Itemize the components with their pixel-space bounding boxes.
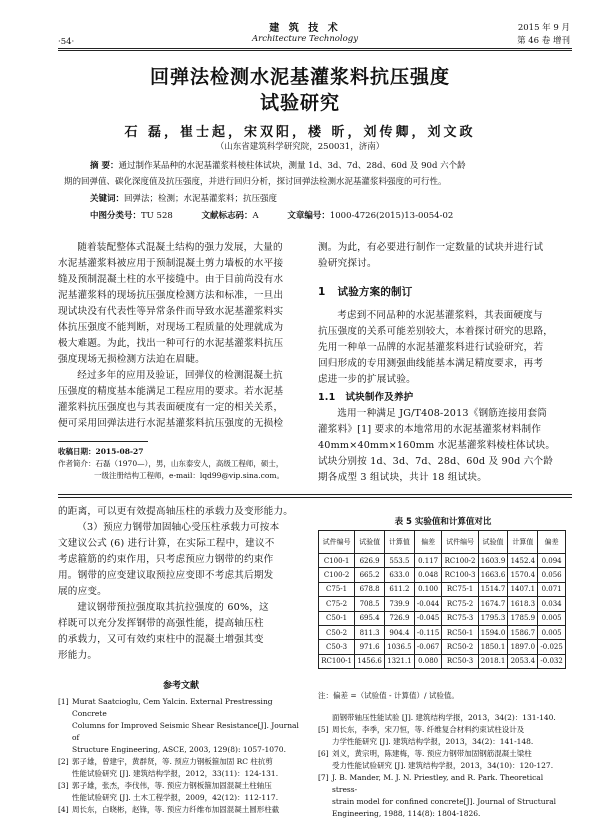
issue-date: 2015 年 9 月 [517,23,570,33]
header-rule-thin [58,50,572,51]
table-row [319,640,566,654]
table-cell: -0.045 [414,611,442,625]
table-note: 注：偏差 =（试验值 - 计算值）/ 试验值。 [318,691,459,700]
article-title-line2: 试验研究 [259,92,340,114]
reference-item [58,756,306,780]
table-header: 偏差 [538,531,566,554]
table-cell: C100-1 [319,554,355,568]
intro-line: 强度现场无损检测方法迫在眉睫。 [58,354,205,365]
reference-item [58,696,306,756]
table-cell: 553.5 [384,554,414,568]
section1-line: 考虑到不同品种的水泥基灌浆料，其表面硬度与 [337,310,543,321]
table-header: 试验值 [478,531,508,554]
article-no-label: 文章编号： [287,211,330,221]
keywords-label: 关键词： [90,194,125,204]
reference-item [58,780,306,804]
table-cell: 1603.9 [478,554,508,568]
page-split-rule-2 [58,497,572,498]
table-cell: C75-2 [319,597,355,611]
table-body [319,554,566,669]
volume-info: 第 46 卷 增刊 [517,36,570,46]
author-info-2: 一级注册结构工程师，e-mail：lqd99@vip.sina.com。 [94,471,284,480]
table-cell: 739.9 [384,597,414,611]
conclusion-line: 考虑箍筋的约束作用，只考虑预应力钢带的约束作 [58,554,274,565]
page-number: ·54· [58,37,75,47]
intro-line: 极大难题。为此，找出一种可行的水泥基灌浆料抗压 [58,338,284,349]
table-cell: RC100-2 [442,554,478,568]
table-cell: C100-2 [319,568,355,582]
intro-continued: 验研究探讨。 [318,258,377,269]
references-heading: 参考文献 [162,681,199,691]
clc-value: TU 528 [141,211,173,221]
table-cell: RC50-2 [442,640,478,654]
table-cell: 1036.5 [384,640,414,654]
section1-line: 选用一种满足 JG/T408-2013《钢筋连接用套筒 [337,408,548,419]
table-cell: 0.048 [414,568,442,582]
reference-line: Columns for Improved Seismic Shear Resistance[J]. Journal of [72,721,299,742]
table-cell: 633.0 [384,568,414,582]
doc-code-value: A [252,211,259,221]
table-cell: 811.3 [355,625,385,639]
keywords [90,193,277,205]
table-cell: -0.025 [538,640,566,654]
table-cell: RC100-1 [319,654,355,668]
conclusion-line: 形能力。 [58,650,98,661]
table-row [319,554,566,568]
section1-number: 1 [318,286,326,298]
intro-line: 灌浆料抗压强度也与其表面硬度有一定的相关关系， [58,402,284,413]
table-cell: 678.8 [355,582,385,596]
reference-line: 性能试验研究 [J]. 土木工程学报，2009，42(12)：112-117. [72,793,279,802]
reference-number: [5] [318,725,329,734]
reference-line: 周长东，白晓彬，赵锋，等. 预应力纤维布加固混凝土圆形柱截 [72,805,280,814]
table-caption: 表 5 实验值和计算值对比 [394,517,492,527]
conclusion-line: 样既可以充分发挥钢带的高强性能，提高轴压柱 [58,618,264,629]
clc-label: 中图分类号： [90,211,142,221]
abstract-line1: 通过制作某品种的水泥基灌浆料棱柱体试块，测量 1d、3d、7d、28d、60d 及 90d 六个龄 [118,161,466,171]
table-cell: 0.100 [414,582,442,596]
table-row [319,611,566,625]
table-header: 试件编号 [319,531,355,554]
intro-line: 随着装配整体式混凝土结构的强力发展，大量的 [77,242,283,253]
intro-line: 泥基灌浆料的现场抗压强度检测方法和标准，一旦出 [58,290,284,301]
results-table-wrap [318,530,566,669]
reference-number: [4] [58,805,69,814]
reference-item [318,712,570,724]
reference-item [318,724,570,748]
table-cell: 0.034 [538,597,566,611]
table-cell: RC75-1 [442,582,478,596]
reference-line: 力学性能研究 [J]. 建筑结构学报，2013，34(2)：141-148. [332,737,534,746]
reference-line: 受力性能试验研究 [J]. 建筑结构学报，2013，34(10)：120-127. [332,761,554,770]
table-cell: 695.4 [355,611,385,625]
intro-line: 便可采用回弹法进行水泥基灌浆料抗压强度的无损检 [58,418,284,429]
table-cell: 1618.3 [508,597,538,611]
table-cell: 1897.0 [508,640,538,654]
table-cell: 0.117 [414,554,442,568]
abstract-label: 摘 要： [90,161,119,171]
table-header: 计算值 [384,531,414,554]
table-cell: 708.5 [355,597,385,611]
table-cell: 2053.4 [508,654,538,668]
references-left [58,696,306,816]
table-cell: 1407.1 [508,582,538,596]
reference-line: 周长东，李季，宋刀恒，等. 纤维复合材料约束试柱设计及 [332,725,525,734]
abstract [90,160,560,172]
reference-line: Structure Engineering, ASCE, 2003, 129(8): 1057-1070. [72,745,286,754]
section1-line: 期各成型 3 组试块，共计 18 组试块。 [318,472,488,483]
table-row [319,568,566,582]
conclusion-line: 建议钢带预拉强度取其抗拉强度的 60%，这 [77,602,269,613]
conclusion-line: 的距离，可以更有效提高轴压柱的承载力及变形能力。 [58,506,294,517]
reference-line: J. B. Mander, M. J. N. Priestley, and R. Park. Theoretical stress- [332,773,544,794]
reference-line: 面钢带轴压性能试验 [J]. 建筑结构学报，2013，34(2)：131-140. [332,713,556,722]
author-info: 作者简介：石磊（1970—），男，山东泰安人，高级工程师，硕士， [58,459,284,468]
table-cell: 1514.7 [478,582,508,596]
conclusion-text [58,504,304,664]
table-cell: RC50-3 [442,654,478,668]
references-right [318,712,570,820]
table-cell: RC75-2 [442,597,478,611]
article-no-value: 1000-4726(2015)13-0054-02 [329,211,454,221]
table-row [319,625,566,639]
table-cell: -0.067 [414,640,442,654]
conclusion-line: 展的应变。 [58,586,107,597]
reference-line: strain model for confined concrete[J]. Journal of Structural [332,797,557,806]
table-cell: 665.2 [355,568,385,582]
article-title-line1: 回弹法检测水泥基灌浆料抗压强度 [149,66,450,88]
reference-number: [6] [318,749,329,758]
section1-line: 灌浆料》[1] 要求的本地常用的水泥基灌浆材料制作 [318,424,542,435]
table-row [319,597,566,611]
reference-line: Engineering, 1988, 114(8): 1804-1826. [332,809,481,818]
table-cell: 0.094 [538,554,566,568]
table-cell: RC100-3 [442,568,478,582]
reference-item [58,804,306,816]
table-cell: 1594.0 [478,625,508,639]
section1-line: 40mm×40mm×160mm 水泥基灌浆料棱柱体试块。 [318,440,556,451]
table-cell: 2018.1 [478,654,508,668]
table-cell: 1663.6 [478,568,508,582]
subsection-heading [318,390,564,406]
table-cell: C50-2 [319,625,355,639]
results-table [318,530,566,669]
table-cell: C50-3 [319,640,355,654]
reference-line: 刘义，黄宗明，陈建梅，等. 预应力钢带加固钢筋混凝土梁柱 [332,749,532,758]
reference-item [318,748,570,772]
table-header: 试验值 [355,531,385,554]
intro-continued: 测。为此，有必要进行制作一定数量的试块并进行试 [318,242,544,253]
table-cell: 726.9 [384,611,414,625]
reference-line: Murat Saatcioglu, Cem Yalcin. External Prestressing Concrete [72,697,273,718]
reference-line: 郭子雄，张杰，李伐伟，等. 预应力钢板箍加固混凝土柱轴压 [72,781,272,790]
page-split-rule [58,494,572,495]
table-cell: 0.056 [538,568,566,582]
table-cell: 1321.1 [384,654,414,668]
table-cell: 1795.3 [478,611,508,625]
table-cell: 1456.6 [355,654,385,668]
table-header: 计算值 [508,531,538,554]
reference-line: 性能试验研究 [J]. 建筑结构学报，2012，33(11)：124-131. [72,769,279,778]
section1-line: 抗压强度的关系可能差别较大，本着探讨研究的思路， [318,326,554,337]
table-cell: 626.9 [355,554,385,568]
table-header-row [319,531,566,554]
table-cell: RC75-3 [442,611,478,625]
journal-name-en: Architecture Technology [252,34,358,44]
table-cell: RC50-1 [442,625,478,639]
affiliation: （山东省建筑科学研究院，250031，济南） [215,142,385,152]
footnote-rule [58,441,148,442]
reference-number: [3] [58,781,69,790]
doc-code-label: 文献标志码： [201,211,253,221]
conclusion-line: （3）预应力钢带加固轴心受压柱承载力可按本 [77,522,280,533]
table-cell: 1785.9 [508,611,538,625]
table-cell: -0.115 [414,625,442,639]
header-rule [58,48,572,49]
conclusion-line: 文建议公式 (6) 进行计算，在实际工程中，建议不 [58,538,275,549]
section1-line: 虑进一步的扩展试验。 [318,374,416,385]
table-cell: 1850.1 [478,640,508,654]
table-row [319,582,566,596]
intro-line: 水泥基灌浆料被应用于预制混凝土剪力墙板的水平接 [58,258,284,269]
journal-name-cn: 建 筑 技 术 [269,23,341,34]
intro-line: 经过多年的应用及验证，回弹仪的检测混凝土抗 [77,370,283,381]
section1-heading [318,284,564,300]
table-cell: -0.032 [538,654,566,668]
intro-text [58,240,302,432]
section1-line: 先用一种单一品牌的水泥基灌浆料进行试验研究，若 [318,342,544,353]
keywords-value: 回弹法；检测；水泥基灌浆料；抗压强度 [124,194,278,204]
table-cell: 0.005 [538,611,566,625]
table-cell: -0.044 [414,597,442,611]
table-header: 偏差 [414,531,442,554]
table-header: 试件编号 [442,531,478,554]
footnote [58,446,308,482]
conclusion-line: 用。钢带的应变建议取预拉应变即不考虑其后期发 [58,570,274,581]
intro-line: 缝及预制混凝土柱的水平接缝中。由于目前尚没有水 [58,274,284,285]
reference-line: 郭子雄，曾建宇，黄群贤，等. 预应力钢板箍加固 RC 柱抗剪 [72,757,273,766]
abstract-line2: 期的回弹值、碳化深度值及抗压强度，并进行回归分析，探讨回弹法检测水泥基灌浆料强度的可行性。 [64,177,447,187]
intro-line: 体抗压强度不能判断，对现场工程质量的处理就成为 [58,322,284,333]
table-row [319,654,566,668]
reference-item [318,772,570,820]
table-cell: 611.2 [384,582,414,596]
table-cell: 904.4 [384,625,414,639]
reference-number: [7] [318,773,329,782]
section1-line: 试块分别按 1d、3d、7d、28d、60d 及 90d 六个龄 [318,456,554,467]
subsection-number: 1.1 [318,392,336,403]
section1-line: 回归形成的专用测强曲线能基本满足精度要求，再考 [318,358,544,369]
table-cell: C75-1 [319,582,355,596]
table-cell: 1586.7 [508,625,538,639]
subsection-title: 试块制作及养护 [345,392,414,403]
intro-line: 现试块没有代表性等异常条件而导致水泥基灌浆料实 [58,306,284,317]
table-cell: 1570.4 [508,568,538,582]
authors: 石 磊，崔士起，宋双阳，楼 昕，刘传卿，刘文政 [124,125,476,140]
table-cell: 1452.4 [508,554,538,568]
section1-title: 试验方案的制订 [337,286,413,298]
table-cell: 0.005 [538,625,566,639]
conclusion-line: 的承载力，又可有效约束柱中的混凝土增强其变 [58,634,264,645]
reference-number: [2] [58,757,69,766]
table-cell: 971.6 [355,640,385,654]
table-cell: C50-1 [319,611,355,625]
classification-row [90,210,560,222]
table-cell: 1674.7 [478,597,508,611]
reference-number: [1] [58,697,69,706]
table-cell: 0.080 [414,654,442,668]
intro-line: 压强度的精度基本能满足工程应用的要求。若水泥基 [58,386,284,397]
received-date: 收稿日期：2015-08-27 [58,447,144,456]
section1-column [318,240,564,486]
table-cell: 0.071 [538,582,566,596]
